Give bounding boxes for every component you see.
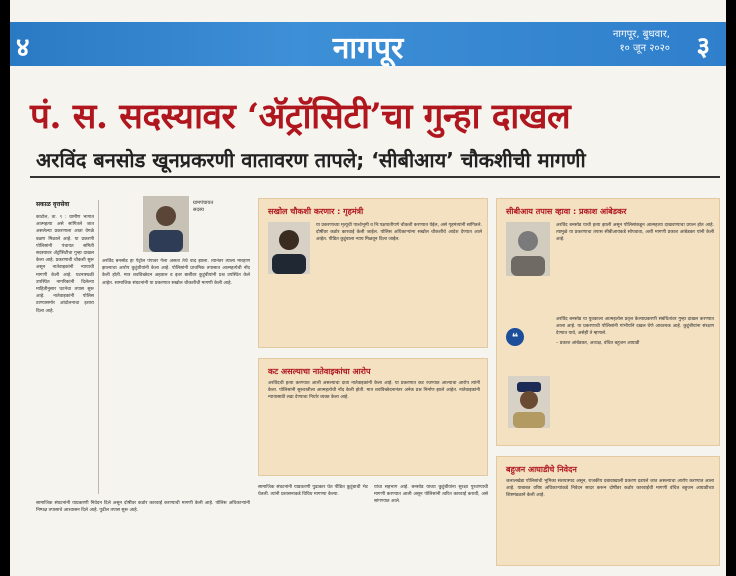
bottom-column-1 <box>258 484 368 570</box>
box-relatives-body: अरविंदची हत्या करण्यात आली असल्याचा दावा नातेवाइकांनी केला आहे. या प्रकरणात कट रचण्यात आल्याचा आरोप त्यांनी केला. पोलिसांनी सुरुवातीला आत्महत्येची नोंद केली होती. मात्र शवविच्छेदनानंतर अनेक प्रश्न निर्माण झाले आहेत. नातेवाइकांनी न्यायासाठी लढा देण्याचा निर्धार व्यक्त केला आहे. <box>268 381 480 401</box>
photo-caption-line1: ग्रामपंचायत <box>193 200 214 206</box>
box-ambedkar-quote <box>556 316 714 428</box>
box-relatives-text <box>268 380 480 470</box>
box-vba-title: बहुजन आघाडीचे निवेदन <box>506 465 577 474</box>
article-column-2 <box>102 258 250 494</box>
article-column-1 <box>36 214 94 494</box>
home-minister-photo-icon <box>268 222 310 274</box>
box-relatives-title: कट असल्याचा नातेवाइकांचा आरोप <box>268 367 371 376</box>
box-vba-body: जलालखेडा पोलिसांची भूमिका संशयास्पद असून, राजकीय दबावाखाली प्रकरण दडपले जात असल्याचा आरोप करण्यात आला आहे. याबाबत वरिष्ठ अधिकाऱ्यांकडे निवेदन सादर करून दोषींवर कठोर कारवाईची मागणी वंचित बहुजन आघाडीच्या शिष्टमंडळाने केली आहे. <box>506 479 714 499</box>
box-home-minister-title: सखोल चौकशी करणार : गृहमंत्री <box>268 207 364 216</box>
page-banner <box>10 22 726 66</box>
ambedkar-photo <box>506 222 550 276</box>
ambedkar-photo-icon <box>506 222 550 276</box>
banner-date-line2: १० जून २०२० <box>619 43 670 54</box>
person-photo <box>143 196 189 252</box>
box-home-minister-body: या प्रकरणाच्या मृत्यूची पार्श्वभूमी व नि:पक्षपातीपणे चौकशी करण्यात येईल, असे गृहमंत्र्यांनी सांगितले. दोषींवर कठोर कारवाई केली जाईल. पोलिस अधिकाऱ्यांना सखोल चौकशीचे आदेश देण्यात आले आहेत. पीडित कुटुंबाला न्याय मिळवून दिला जाईल. <box>316 223 482 243</box>
banner-city-title: नागपूर <box>332 31 404 66</box>
banner-page-number: ३ <box>696 32 710 62</box>
box-ambedkar-title: सीबीआय तपास व्हावा : प्रकाश आंबेडकर <box>506 207 627 216</box>
box-ambedkar-signature: – प्रकाश आंबेडकर, अध्यक्ष, वंचित बहुजन आघाडी <box>556 340 640 346</box>
bottom-column-2-text: यांचा सहभाग आहे. बनसोड याच्या कुटुंबीयांना सुरक्षा पुरवण्याची मागणी करण्यात आली असून पोलिसांनी त्वरित कारवाई करावी, असे सांगण्यात आले. <box>374 485 488 505</box>
article-column-1-text: काटोल, ता. ९ : ग्रामीण भागात आत्महत्या असे सांगितले जात असलेल्या प्रकरणाला आता वेगळे वळण मिळाले आहे. या प्रकरणी पोलिसांनी पंचायत समिती सदस्यावर अ‍ॅट्रॉसिटीचा गुन्हा दाखल केला आहे. प्रकरणाची चौकशी सुरू असून नातेवाइकांनी न्यायाची मागणी केली आहे. घटनास्थळी उपस्थित नागरिकांनी दिलेल्या माहितीनुसार घटनेचा तपास सुरू आहे. नातेवाइकांनी पोलिस ठाण्यासमोर आंदोलनाचा इशारा दिला आहे. <box>36 215 94 314</box>
column-divider <box>98 200 99 494</box>
box-vba-text <box>506 478 714 562</box>
article-column-2-text: अरविंद बनसोड हा पेट्रोल पंपावर गेला असता तेथे वाद झाला. त्यानंतर त्याला मारहाण झाल्याचा आरोप कुटुंबीयांनी केला आहे. पोलिसांनी प्राथमिक तपासात आत्महत्येची नोंद केली होती. मात्र शवविच्छेदन अहवाल व इतर बाबींवर कुटुंबीयांनी प्रश्न उपस्थित केले आहेत. सामाजिक संघटनांनी या प्रकरणात सखोल चौकशीची मागणी केली आहे. <box>102 259 250 286</box>
police-officer-icon <box>508 376 550 428</box>
officer-photo <box>508 376 550 428</box>
article-bottom-body: सामाजिक संघटनांनी याप्रकरणी निवेदन दिले असून दोषींवर कठोर कारवाई करण्याची मागणी केली आहे. पोलिस अधिकाऱ्यांनी निष्पक्ष तपासाचे आश्वासन दिले आहे. पुढील तपास सुरू आहे. <box>36 501 250 514</box>
bottom-column-1-text: सामाजिक संघटनांनी याप्रकरणी पुढाकार घेत पीडित कुटुंबाची भेट घेतली. त्यांनी प्रशासनाकडे विविध मागण्या केल्या. <box>258 485 368 498</box>
article-byline: सकाळ वृत्तसेवा <box>36 201 70 208</box>
box-ambedkar-body: अरविंद बनसोड याची हत्या झाली असून पोलिसांकडून आत्महत्या दाखवण्याचा प्रयत्न होत आहे. त्यामुळे या प्रकरणाचा तपास सीबीआयकडे सोपवावा, अशी मागणी प्रकाश आंबेडकर यांनी केली आहे. <box>556 223 714 243</box>
headline-rule <box>30 176 720 178</box>
newspaper-page <box>10 0 726 576</box>
main-headline: पं. स. सदस्यावर ‘अ‍ॅट्रॉसिटी’चा गुन्हा दाखल <box>30 96 571 137</box>
banner-left-number: ४ <box>16 33 30 63</box>
photo-caption-line2: सदस्य <box>193 207 204 213</box>
photo-caption <box>193 200 233 214</box>
quote-icon: ❝ <box>506 328 524 346</box>
person-photo-icon <box>143 196 189 252</box>
sub-headline: अरविंद बनसोड खूनप्रकरणी वातावरण तापले; ‘सीबीआय’ चौकशीची मागणी <box>36 148 586 172</box>
home-minister-photo <box>268 222 310 274</box>
box-home-minister-text <box>316 222 482 342</box>
box-ambedkar-text <box>556 222 714 302</box>
bottom-column-2 <box>374 484 488 570</box>
article-bottom-text <box>36 500 250 570</box>
banner-date <box>613 28 670 56</box>
banner-date-line1: नागपूर, बुधवार, <box>612 29 670 40</box>
box-ambedkar-quote-text: अरविंद बनसोड या युवकाला आत्महत्येस प्रवृत्त केल्याप्रकरणी संबंधितांवर गुन्हा दाखल करण्यात आला आहे. या प्रकरणाची पोलिसांनी गांभीर्याने दखल घेणे आवश्यक आहे. कुटुंबीयांना संरक्षण देण्यात यावे, असेही ते म्हणाले. <box>556 317 714 337</box>
